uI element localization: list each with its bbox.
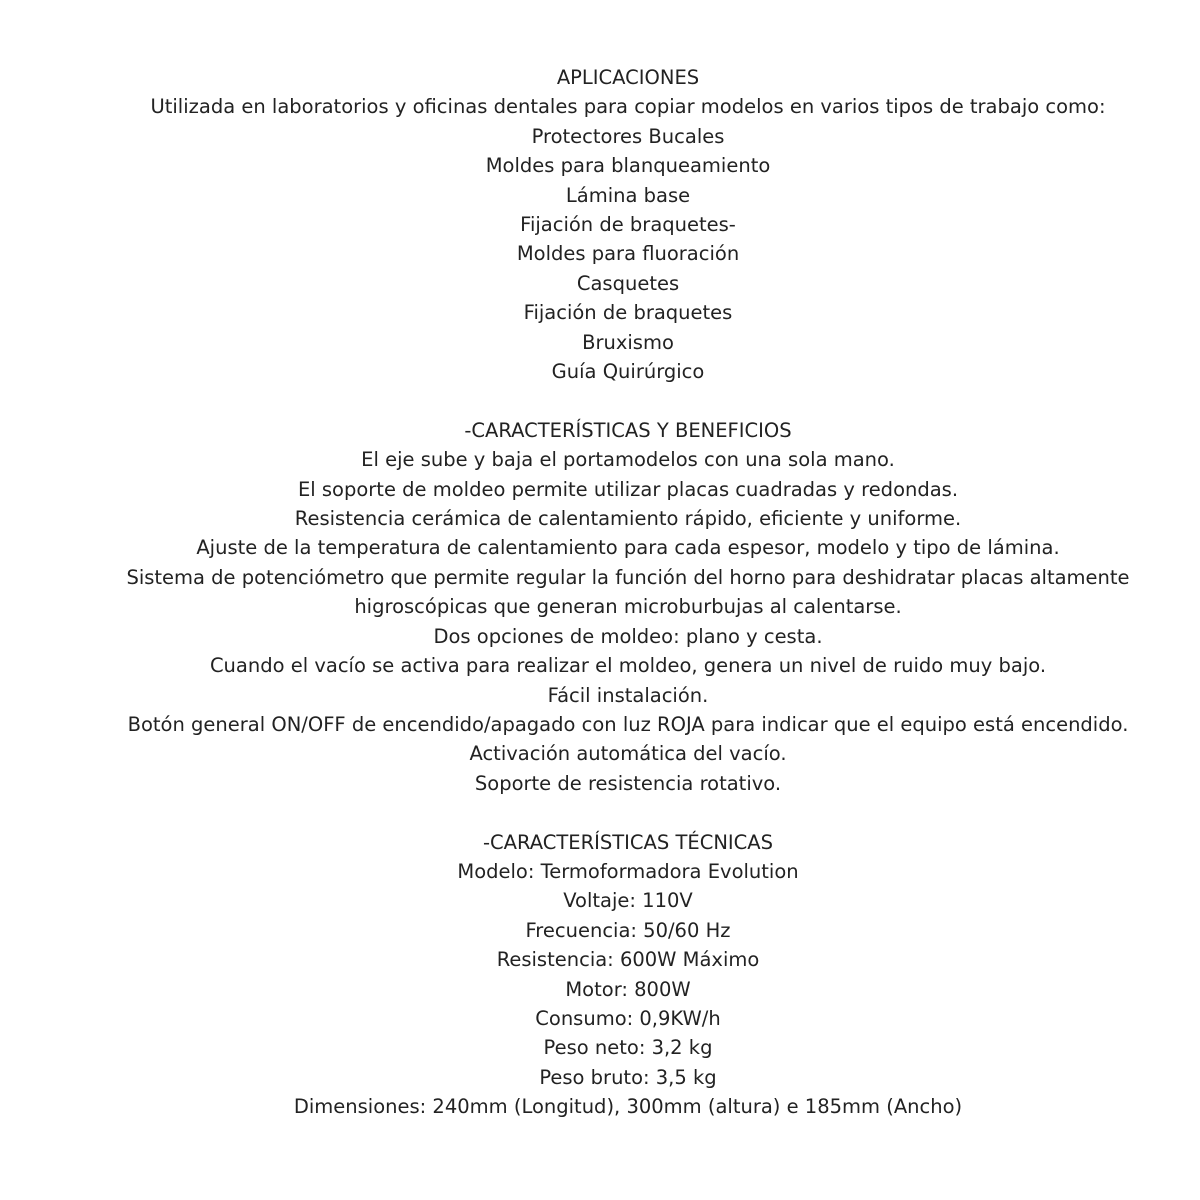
features-section [0,416,1200,798]
feature-item: Sistema de potenciómetro que permite regular la función del horno para deshidratar placas altamente higroscópicas que generan microburbujas al calentarse. [126,565,1130,619]
feature-item: Activación automática del vacío. [469,742,787,766]
section-spacer [0,386,1200,415]
feature-item: Cuando el vacío se activa para realizar el moldeo, genera un nivel de ruido muy bajo. [209,654,1047,678]
technical-spec: Consumo: 0,9KW/h [535,1006,721,1030]
technical-spec: Resistencia: 600W Máximo [496,948,760,972]
technical-spec: Voltaje: 110V [563,889,693,913]
feature-item: Dos opciones de moldeo: plano y cesta. [433,624,823,648]
technical-spec: Modelo: Termoformadora Evolution [457,859,799,883]
application-item: Fijación de braquetes [523,301,733,325]
feature-item: El eje sube y baja el portamodelos con una sola mano. [361,448,895,472]
applications-section [0,63,1200,386]
feature-item: Botón general ON/OFF de encendido/apagado con luz ROJA para indicar que el equipo está encendido. [127,712,1129,736]
application-item: Moldes para blanqueamiento [485,154,771,178]
section-spacer [0,798,1200,827]
technical-section [0,828,1200,1122]
technical-spec: Peso neto: 3,2 kg [543,1036,713,1060]
application-item: Fijación de braquetes- [520,213,736,237]
applications-heading: APLICACIONES [556,66,700,89]
technical-spec: Frecuencia: 50/60 Hz [525,918,731,942]
application-item: Lámina base [565,183,691,207]
technical-spec: Dimensiones: 240mm (Longitud), 300mm (altura) e 185mm (Ancho) [293,1095,963,1119]
feature-item: Soporte de resistencia rotativo. [474,771,782,795]
feature-item: Ajuste de la temperatura de calentamiento para cada espesor, modelo y tipo de lámina. [196,536,1060,560]
applications-intro: Utilizada en laboratorios y oficinas dentales para copiar modelos en varios tipos de trabajo como: [150,95,1106,119]
technical-heading: -CARACTERÍSTICAS TÉCNICAS [483,830,773,854]
feature-item: Resistencia cerámica de calentamiento rápido, eficiente y uniforme. [294,507,962,531]
product-description [0,63,1200,1122]
feature-item: El soporte de moldeo permite utilizar placas cuadradas y redondas. [297,477,959,501]
technical-spec: Peso bruto: 3,5 kg [539,1065,717,1089]
technical-spec: Motor: 800W [565,977,691,1001]
application-item: Bruxismo [582,330,674,354]
application-item: Casquetes [576,271,680,295]
application-item: Moldes para fluoración [516,242,740,266]
feature-item: Fácil instalación. [547,683,709,707]
application-item: Guía Quirúrgico [551,360,705,384]
features-heading: -CARACTERÍSTICAS Y BENEFICIOS [464,418,792,442]
application-item: Protectores Bucales [531,124,725,148]
